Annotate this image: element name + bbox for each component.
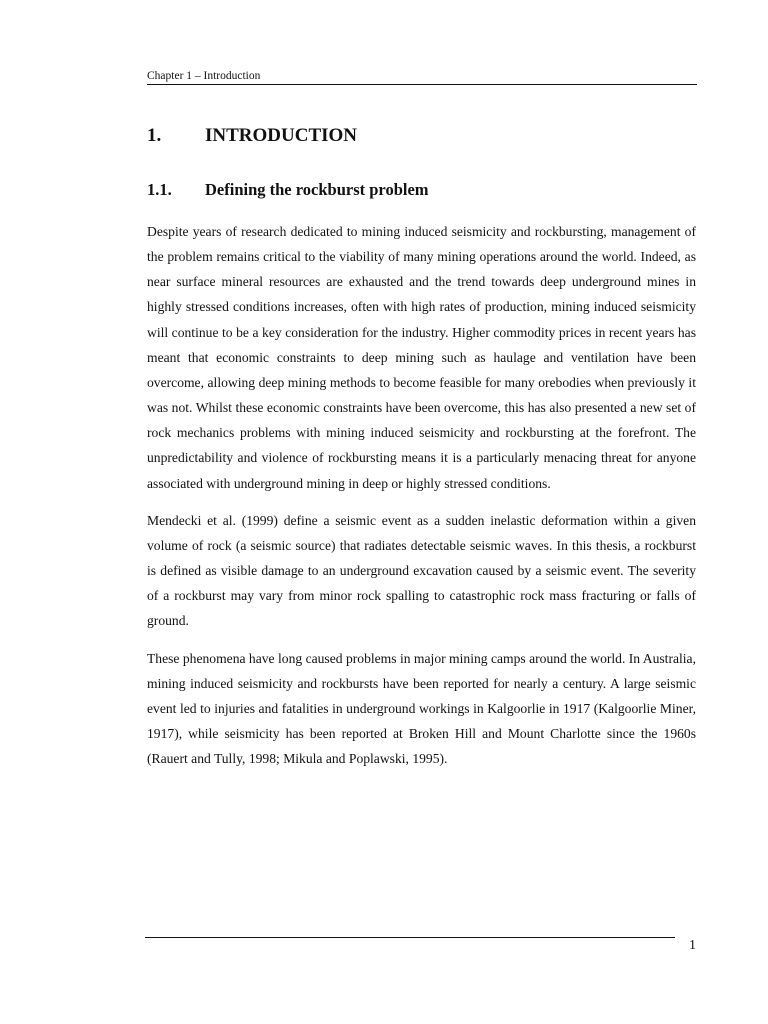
section-title: Defining the rockburst problem xyxy=(205,180,429,199)
paragraph-2: Mendecki et al. (1999) define a seismic event as a sudden inelastic deformation within a given volume of rock (a seismic source) that radiates detectable seismic waves. In this thesis, a rockburst is defined as visible damage to an underground excavation caused by a seismic event. The severity of a rockburst may vary from minor rock spalling to catastrophic rock mass fracturing or falls of ground. xyxy=(147,512,696,629)
body-text xyxy=(147,219,696,783)
chapter-heading xyxy=(147,124,357,148)
page-number: 1 xyxy=(689,938,696,953)
chapter-number: 1. xyxy=(147,125,162,146)
footer-rule xyxy=(145,937,675,938)
header-rule xyxy=(147,84,697,85)
section-number: 1.1. xyxy=(147,180,172,199)
running-head: Chapter 1 – Introduction xyxy=(147,70,261,82)
chapter-title: INTRODUCTION xyxy=(205,125,358,146)
paragraph-3: These phenomena have long caused problems in major mining camps around the world. In Australia, mining induced seismicity and rockbursts have been reported for nearly a century. A large seismic event led to injuries and fatalities in underground workings in Kalgoorlie in 1917 (Kalgoorlie Miner, 1917), while seismicity has been reported at Broken Hill and Mount Charlotte since the 1960s (Rauert and Tully, 1998; Mikula and Poplawski, 1995). xyxy=(147,650,696,767)
section-heading xyxy=(147,180,429,200)
paragraph-1: Despite years of research dedicated to mining induced seismicity and rockbursting, management of the problem remains critical to the viability of many mining operations around the world. Indeed, as near surface mineral resources are exhausted and the trend towards deep underground mines in highly stressed conditions increases, often with high rates of production, mining induced seismicity will continue to be a key consideration for the industry. Higher commodity prices in recent years has meant that economic constraints to deep mining such as haulage and ventilation have been overcome, allowing deep mining methods to become feasible for many orebodies when previously it was not. Whilst these economic constraints have been overcome, this has also presented a new set of rock mechanics problems with mining induced seismicity and rockbursting at the forefront. The unpredictability and violence of rockbursting means it is a particularly menacing threat for anyone associated with underground mining in deep or highly stressed conditions. xyxy=(147,224,696,491)
